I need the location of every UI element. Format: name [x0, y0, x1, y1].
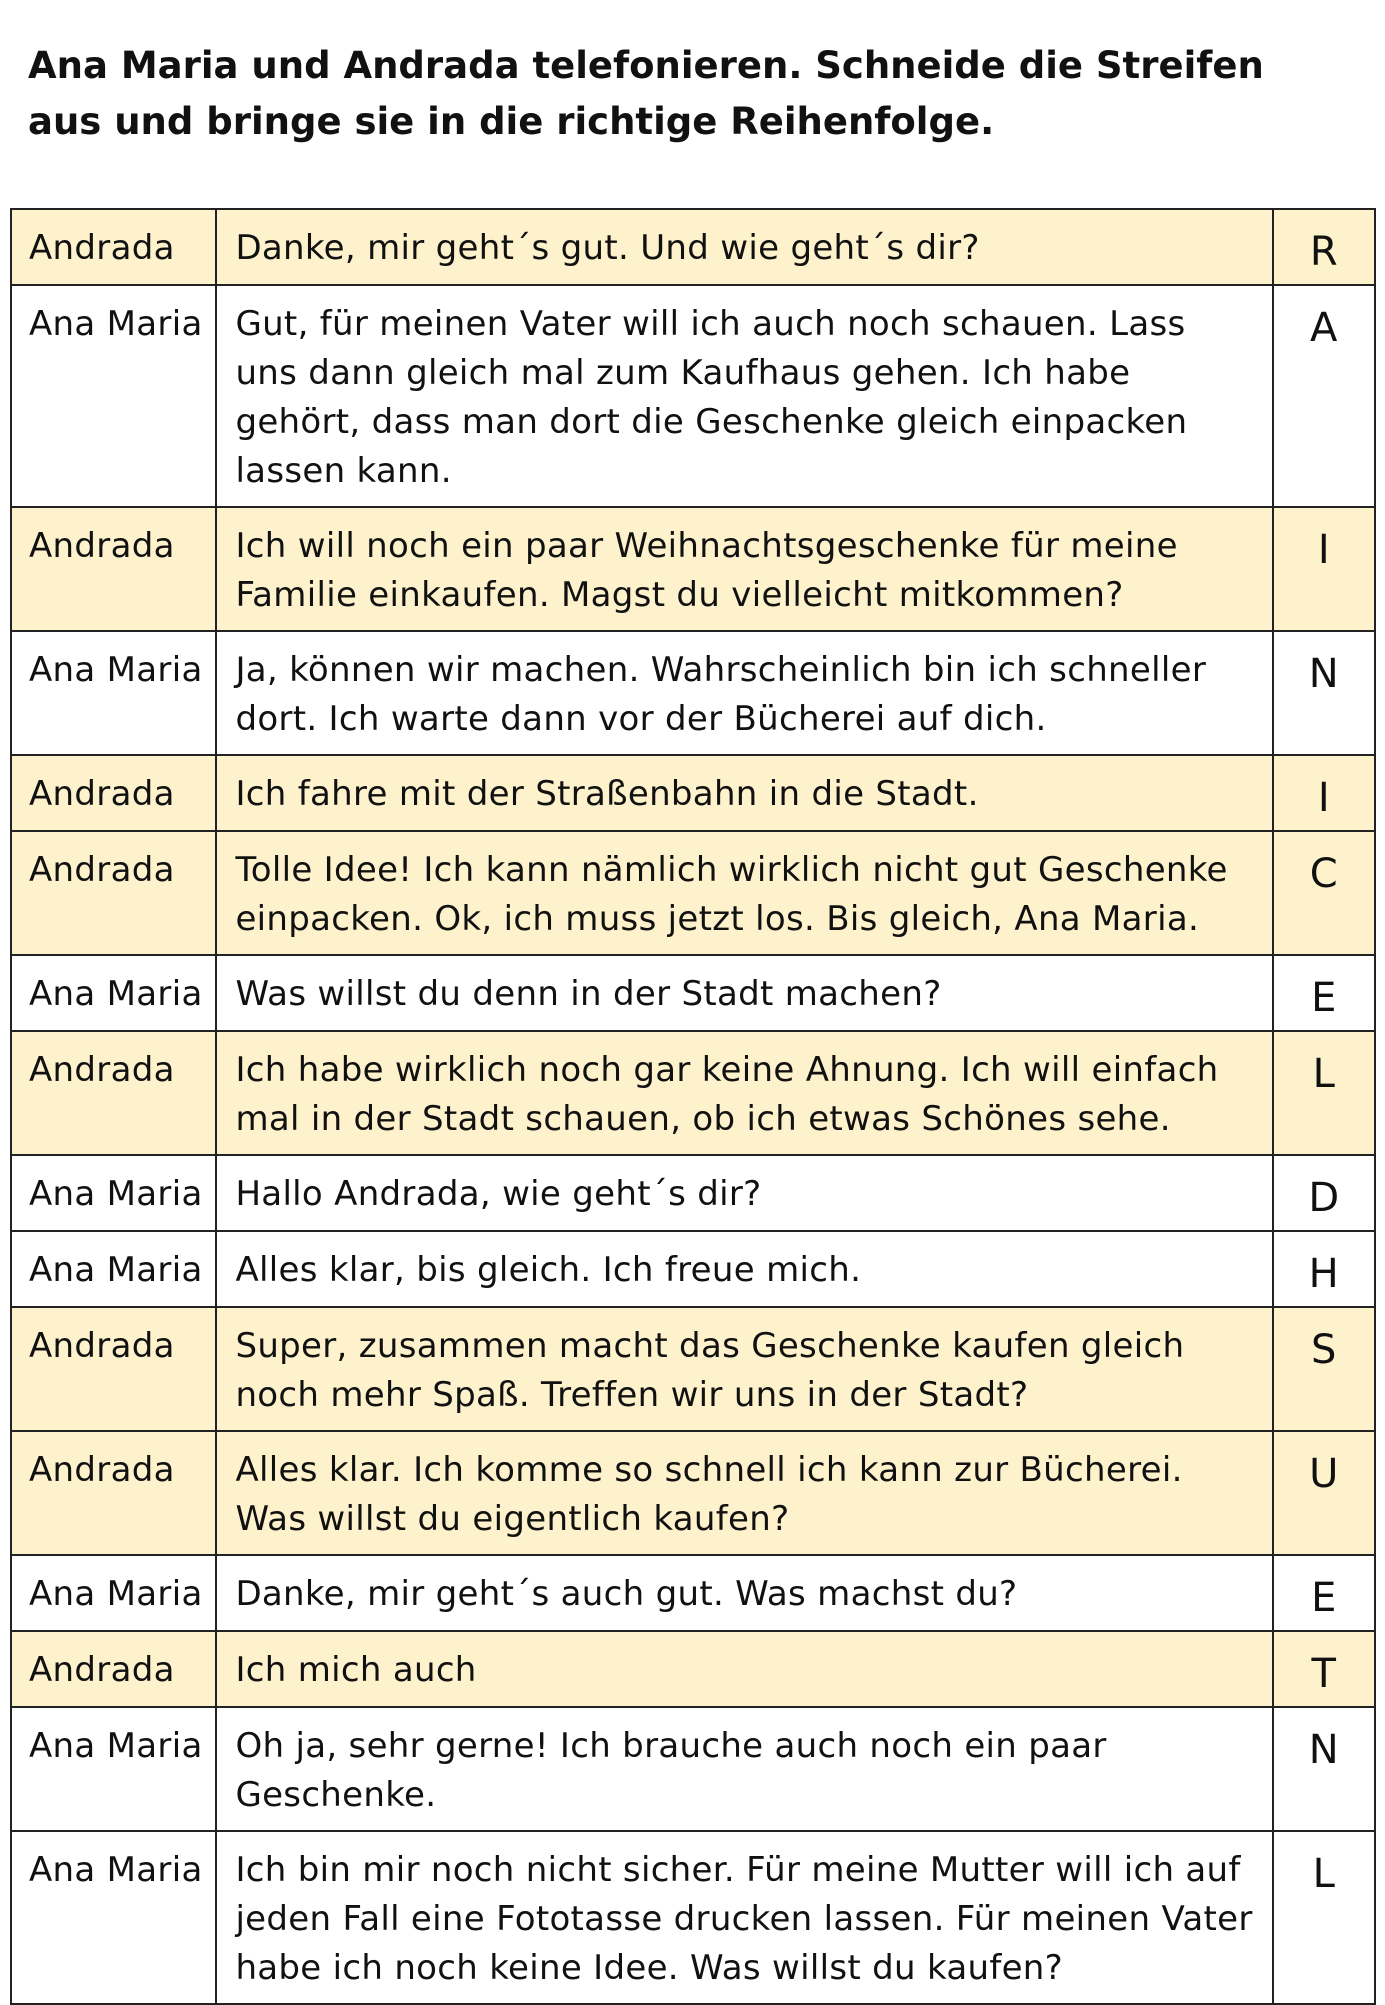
solution-letter-cell: I: [1273, 755, 1375, 831]
dialog-text-cell: Oh ja, sehr gerne! Ich brauche auch noch ein paar Geschenke.: [216, 1707, 1272, 1831]
solution-letter-cell: R: [1273, 209, 1375, 285]
speaker-cell: Andrada: [11, 831, 216, 955]
dialog-strip-row: [11, 955, 1375, 1031]
dialog-strip-row: [11, 631, 1375, 755]
speaker-cell: Ana Maria: [11, 631, 216, 755]
dialog-strip-row: [11, 1431, 1375, 1555]
solution-letter-cell: N: [1273, 631, 1375, 755]
solution-letter-cell: L: [1273, 1031, 1375, 1155]
solution-letter-cell: S: [1273, 1307, 1375, 1431]
speaker-cell: Ana Maria: [11, 1707, 216, 1831]
speaker-cell: Andrada: [11, 1307, 216, 1431]
solution-letter-cell: D: [1273, 1155, 1375, 1231]
solution-letter-cell: T: [1273, 1631, 1375, 1707]
dialog-text-cell: Ich habe wirklich noch gar keine Ahnung. Ich will einfach mal in der Stadt schauen, ob ich etwas Schönes sehe.: [216, 1031, 1272, 1155]
solution-letter-cell: E: [1273, 955, 1375, 1031]
dialog-strip-row: [11, 1307, 1375, 1431]
dialog-text-cell: Alles klar, bis gleich. Ich freue mich.: [216, 1231, 1272, 1307]
dialog-strip-row: [11, 285, 1375, 507]
dialog-strip-row: [11, 1031, 1375, 1155]
dialog-text-cell: Ja, können wir machen. Wahrscheinlich bin ich schneller dort. Ich warte dann vor der Bücherei auf dich.: [216, 631, 1272, 755]
dialog-strip-row: [11, 831, 1375, 955]
dialog-text-cell: Ich will noch ein paar Weihnachtsgeschenke für meine Familie einkaufen. Magst du vielleicht mitkommen?: [216, 507, 1272, 631]
dialog-text-cell: Tolle Idee! Ich kann nämlich wirklich nicht gut Geschenke einpacken. Ok, ich muss jetzt los. Bis gleich, Ana Maria.: [216, 831, 1272, 955]
speaker-cell: Ana Maria: [11, 1555, 216, 1631]
dialog-text-cell: Ich mich auch: [216, 1631, 1272, 1707]
dialog-strip-row: [11, 507, 1375, 631]
speaker-cell: Andrada: [11, 209, 216, 285]
speaker-cell: Ana Maria: [11, 1831, 216, 2004]
dialog-text-cell: Ich fahre mit der Straßenbahn in die Stadt.: [216, 755, 1272, 831]
speaker-cell: Andrada: [11, 1031, 216, 1155]
speaker-cell: Ana Maria: [11, 285, 216, 507]
dialog-strip-row: [11, 1707, 1375, 1831]
worksheet-title-line-2: aus und bringe sie in die richtige Reihenfolge.: [28, 100, 995, 143]
dialog-strip-row: [11, 755, 1375, 831]
dialog-text-cell: Super, zusammen macht das Geschenke kaufen gleich noch mehr Spaß. Treffen wir uns in der Stadt?: [216, 1307, 1272, 1431]
dialog-strip-row: [11, 1631, 1375, 1707]
solution-letter-cell: H: [1273, 1231, 1375, 1307]
solution-letter-cell: U: [1273, 1431, 1375, 1555]
dialog-strip-row: [11, 1831, 1375, 2004]
dialog-text-cell: Alles klar. Ich komme so schnell ich kann zur Bücherei. Was willst du eigentlich kaufen?: [216, 1431, 1272, 1555]
worksheet-title-line-1: Ana Maria und Andrada telefonieren. Schneide die Streifen: [28, 44, 1264, 87]
dialog-text-cell: Hallo Andrada, wie geht´s dir?: [216, 1155, 1272, 1231]
speaker-cell: Andrada: [11, 1631, 216, 1707]
solution-letter-cell: L: [1273, 1831, 1375, 2004]
speaker-cell: Andrada: [11, 755, 216, 831]
solution-letter-cell: E: [1273, 1555, 1375, 1631]
speaker-cell: Andrada: [11, 1431, 216, 1555]
dialog-text-cell: Danke, mir geht´s auch gut. Was machst du?: [216, 1555, 1272, 1631]
speaker-cell: Ana Maria: [11, 1155, 216, 1231]
dialog-strip-row: [11, 1155, 1375, 1231]
dialog-text-cell: Was willst du denn in der Stadt machen?: [216, 955, 1272, 1031]
dialog-text-cell: Gut, für meinen Vater will ich auch noch schauen. Lass uns dann gleich mal zum Kaufhaus gehen. Ich habe gehört, dass man dort die Geschenke gleich einpacken lassen kann.: [216, 285, 1272, 507]
dialog-text-cell: Ich bin mir noch nicht sicher. Für meine Mutter will ich auf jeden Fall eine Fototasse drucken lassen. Für meinen Vater habe ich noch keine Idee. Was willst du kaufen?: [216, 1831, 1272, 2004]
dialog-strip-row: [11, 1231, 1375, 1307]
speaker-cell: Ana Maria: [11, 955, 216, 1031]
dialog-text-cell: Danke, mir geht´s gut. Und wie geht´s dir?: [216, 209, 1272, 285]
dialog-strips-body: [11, 209, 1375, 2004]
solution-letter-cell: N: [1273, 1707, 1375, 1831]
speaker-cell: Ana Maria: [11, 1231, 216, 1307]
worksheet-title: [28, 38, 1328, 150]
dialog-strips-table: [10, 208, 1376, 2005]
dialog-strip-row: [11, 209, 1375, 285]
speaker-cell: Andrada: [11, 507, 216, 631]
solution-letter-cell: I: [1273, 507, 1375, 631]
solution-letter-cell: C: [1273, 831, 1375, 955]
solution-letter-cell: A: [1273, 285, 1375, 507]
dialog-strip-row: [11, 1555, 1375, 1631]
